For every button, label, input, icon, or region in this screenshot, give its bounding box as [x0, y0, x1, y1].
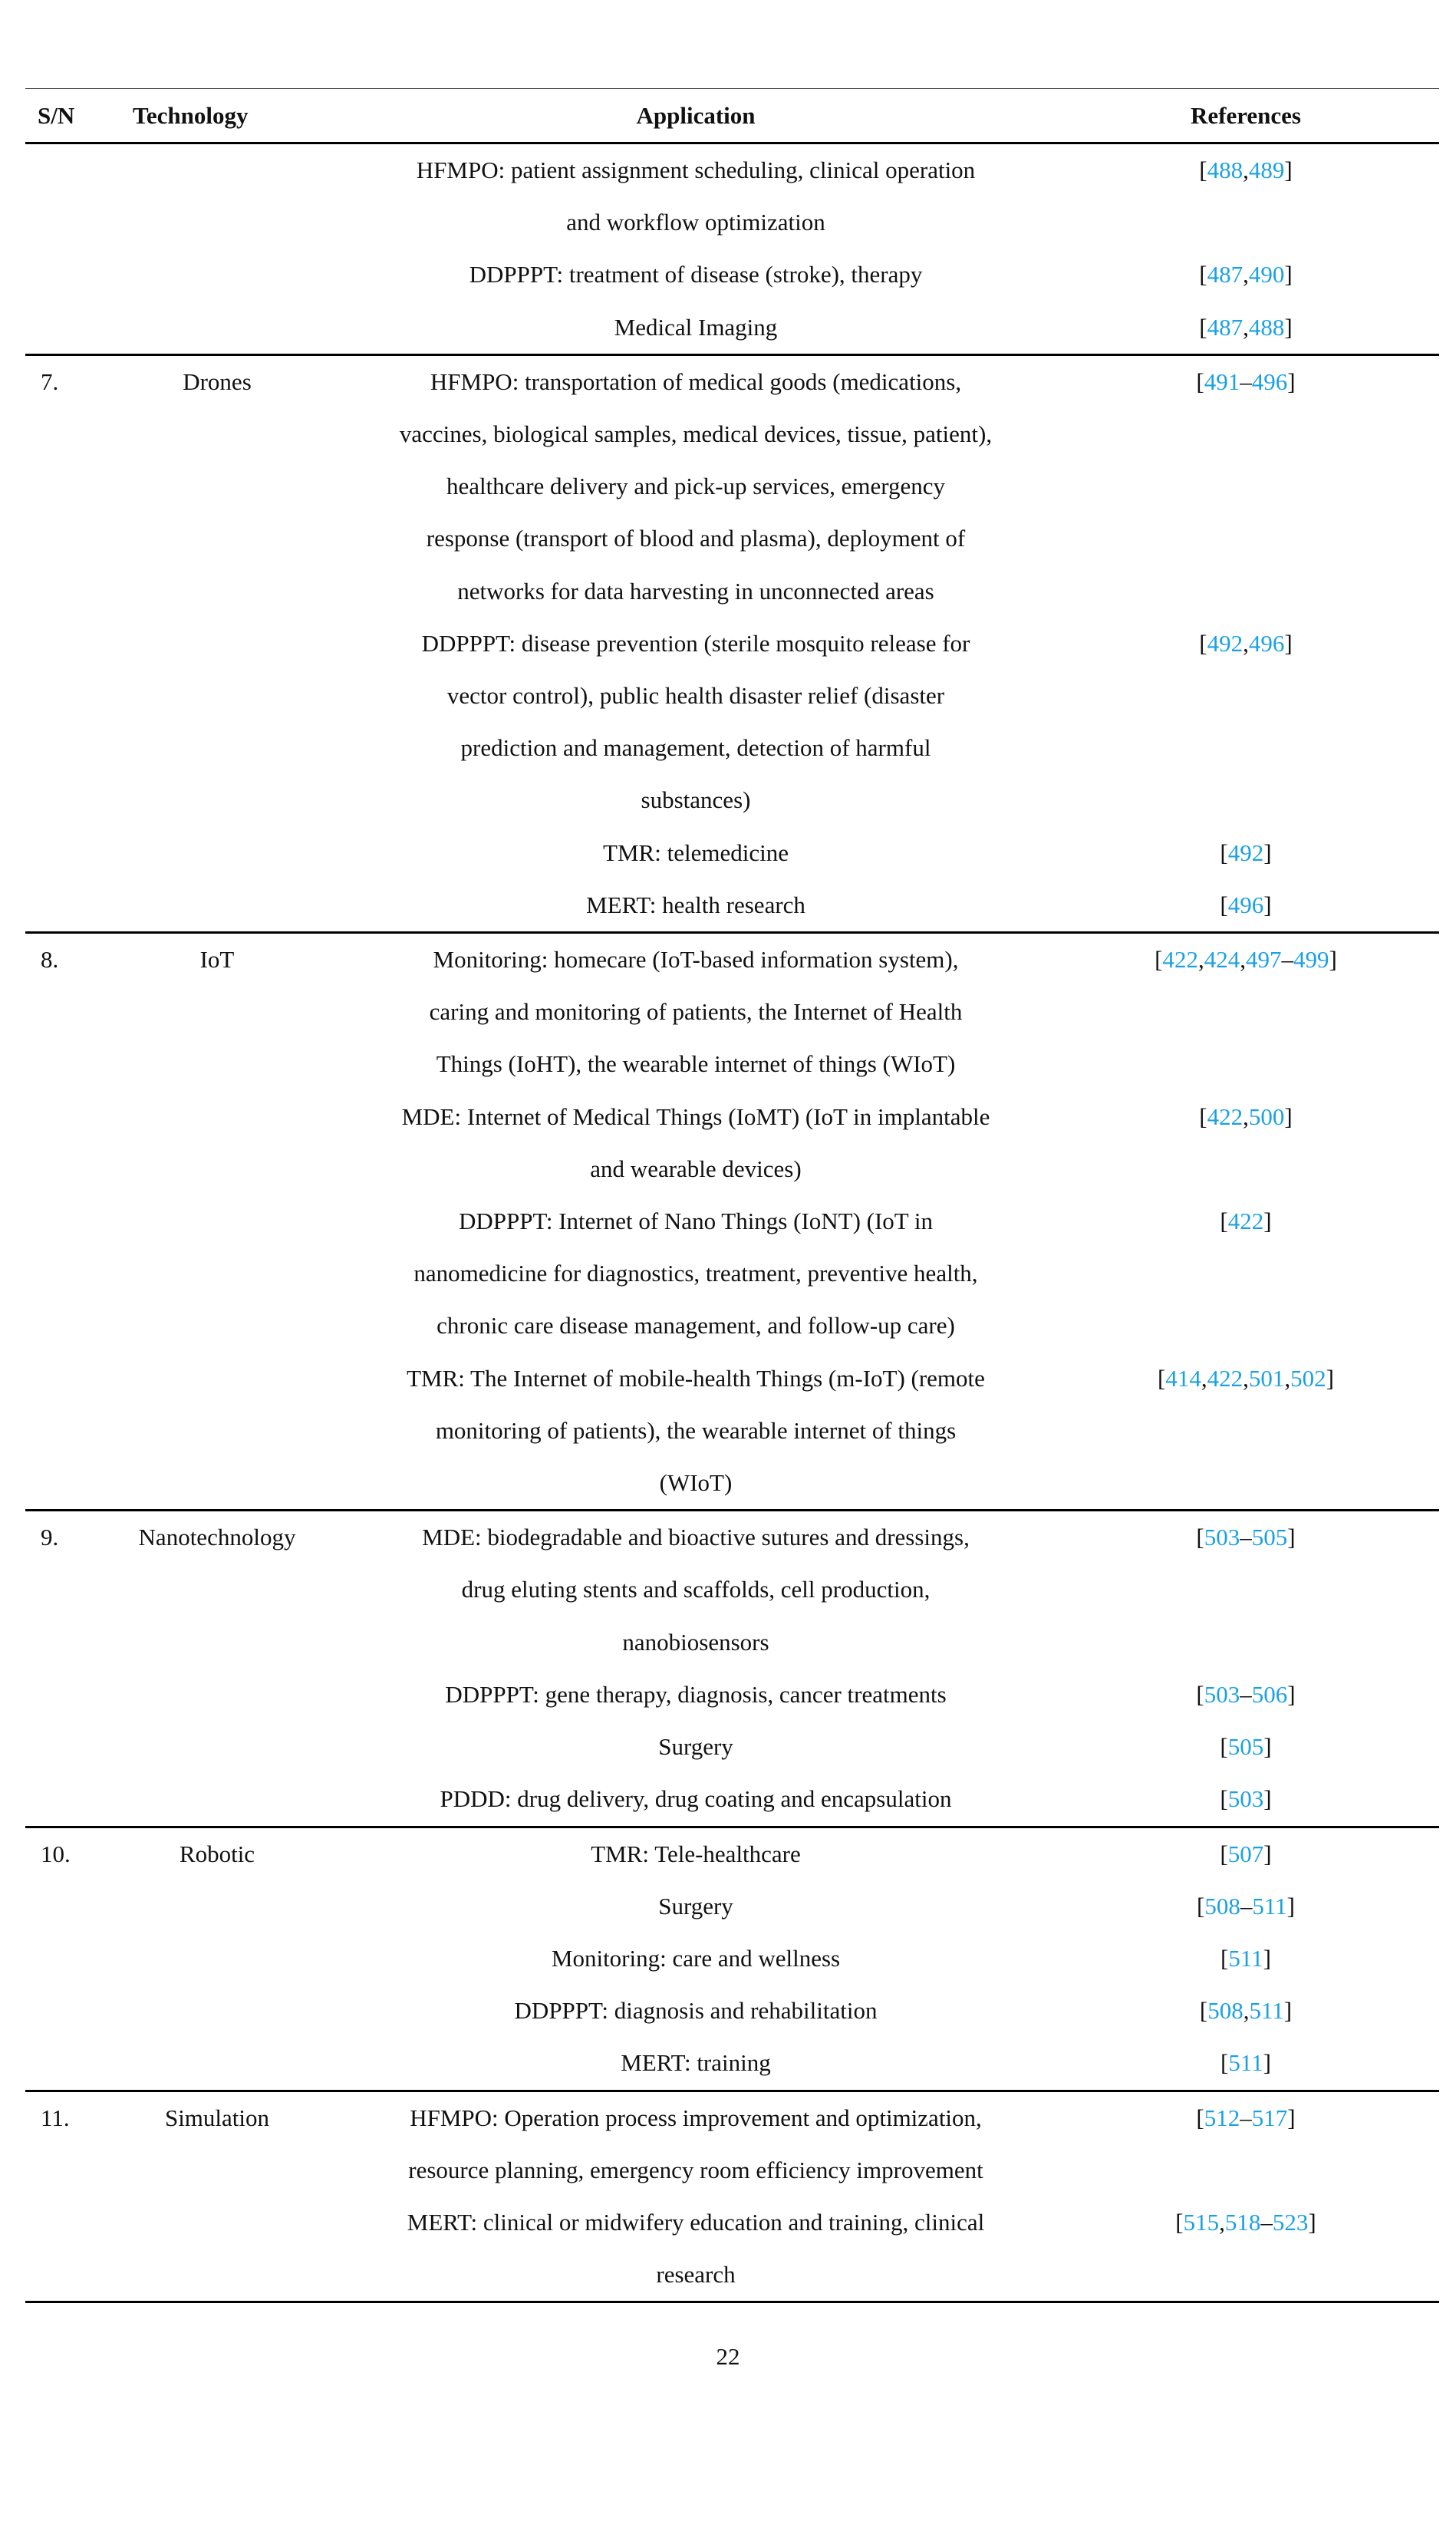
reference-link[interactable]: 518 [1224, 2208, 1261, 2236]
reference-punctuation: ] [1284, 261, 1293, 288]
application-text [363, 1828, 1029, 1880]
reference-link[interactable]: 496 [1248, 629, 1285, 657]
reference-link[interactable]: 507 [1227, 1840, 1264, 1867]
application-text [363, 1880, 1029, 1933]
reference-link[interactable]: 508 [1204, 1892, 1240, 1920]
row-serial-number: 8. [41, 946, 59, 974]
reference-punctuation: ] [1287, 2104, 1296, 2131]
application-line: MERT: clinical or midwifery education and training, clinical [407, 2208, 985, 2236]
reference-link[interactable]: 511 [1228, 2049, 1263, 2077]
application-line: nanomedicine for diagnostics, treatment, preventive health, [413, 1260, 978, 1287]
application-line: healthcare delivery and pick-up services, emergency [446, 473, 946, 500]
reference-link[interactable]: 414 [1165, 1364, 1201, 1392]
references-cell [1130, 1195, 1362, 1247]
application-line: MDE: biodegradable and bioactive sutures and dressings, [422, 1524, 970, 1551]
application-line: monitoring of patients), the wearable internet of things [435, 1416, 957, 1444]
reference-punctuation: ] [1287, 1524, 1296, 1551]
reference-punctuation: [ [1220, 1785, 1228, 1813]
application-line: and wearable devices) [590, 1155, 802, 1182]
reference-punctuation: [ [1220, 1208, 1228, 1235]
application-line: MDE: Internet of Medical Things (IoMT) (IoT in implantable [401, 1102, 990, 1130]
application-text [363, 1773, 1029, 1825]
application-line: vector control), public health disaster relief (disaster [446, 682, 945, 710]
row-technology: Robotic [179, 1840, 255, 1867]
row-serial-number: 10. [41, 1840, 71, 1867]
application-line: DDPPPT: disease prevention (sterile mosquito release for [421, 629, 970, 657]
application-text [363, 1933, 1029, 1985]
table-row-group [25, 356, 1439, 931]
row-serial-number: 7. [41, 367, 59, 395]
application-entry [25, 2092, 1439, 2196]
application-line: TMR: telemedicine [603, 839, 789, 866]
application-entry [25, 302, 1439, 354]
application-text [363, 2196, 1029, 2301]
reference-link[interactable]: 511 [1252, 1892, 1287, 1920]
reference-punctuation: , [1198, 946, 1204, 974]
application-line: (WIoT) [659, 1469, 733, 1497]
reference-punctuation: ] [1284, 157, 1293, 183]
reference-punctuation: [ [1220, 1733, 1228, 1761]
reference-punctuation: [ [1196, 2104, 1204, 2131]
reference-punctuation: [ [1199, 261, 1207, 288]
reference-link[interactable]: 422 [1227, 1208, 1264, 1235]
application-text [363, 827, 1029, 879]
references-cell [1130, 827, 1362, 879]
application-text [363, 2092, 1029, 2196]
reference-link[interactable]: 505 [1227, 1733, 1264, 1761]
application-line: vaccines, biological samples, medical devices, tissue, patient), [399, 420, 993, 448]
reference-punctuation: ] [1284, 629, 1293, 657]
application-entry [25, 2037, 1439, 2089]
reference-punctuation: [ [1196, 1680, 1204, 1708]
header-sn: S/N [38, 102, 75, 129]
reference-link[interactable]: 515 [1183, 2208, 1220, 2236]
application-line: Surgery [658, 1733, 733, 1761]
references-cell [1130, 1511, 1362, 1564]
reference-link[interactable]: 501 [1248, 1364, 1285, 1392]
references-cell [1130, 1828, 1362, 1880]
application-entry [25, 934, 1439, 1091]
reference-link[interactable]: 506 [1251, 1680, 1288, 1708]
application-text [363, 302, 1029, 354]
reference-punctuation: – [1240, 1524, 1252, 1551]
reference-link[interactable]: 490 [1248, 261, 1285, 288]
row-technology: Simulation [164, 2104, 270, 2131]
application-line: DDPPPT: Internet of Nano Things (IoNT) (IoT in [458, 1208, 934, 1235]
reference-punctuation: , [1219, 2208, 1225, 2236]
application-line: Monitoring: care and wellness [551, 1944, 841, 1972]
application-line: HFMPO: patient assignment scheduling, clinical operation [416, 157, 976, 183]
reference-link[interactable]: 424 [1204, 946, 1240, 974]
application-entry [25, 1091, 1439, 1195]
header-technology: Technology [133, 102, 249, 129]
application-entry [25, 618, 1439, 827]
table-header-row [25, 89, 1439, 142]
reference-link[interactable]: 492 [1207, 629, 1244, 657]
application-line: Surgery [658, 1892, 733, 1920]
header-application: Application [636, 102, 756, 129]
reference-link[interactable]: 492 [1227, 839, 1264, 866]
reference-punctuation: ] [1284, 1102, 1293, 1130]
reference-link[interactable]: 487 [1207, 261, 1244, 288]
reference-punctuation: ] [1284, 313, 1293, 341]
application-line: DDPPPT: gene therapy, diagnosis, cancer treatments [445, 1680, 947, 1708]
application-entry [25, 2196, 1439, 2301]
reference-punctuation: ] [1329, 946, 1337, 974]
reference-punctuation: , [1201, 1364, 1207, 1392]
references-cell [1130, 618, 1362, 670]
reference-punctuation: [ [1199, 157, 1207, 183]
application-line: HFMPO: Operation process improvement and optimization, [410, 2104, 982, 2131]
reference-punctuation: ] [1283, 1997, 1293, 2025]
application-entry [25, 1985, 1439, 2037]
reference-punctuation: ] [1286, 1892, 1295, 1920]
application-line: caring and monitoring of patients, the Internet of Health [429, 998, 963, 1026]
application-entry [25, 144, 1439, 249]
reference-punctuation: [ [1220, 2049, 1229, 2077]
references-cell [1130, 249, 1362, 301]
reference-punctuation: – [1260, 2208, 1273, 2236]
reference-link[interactable]: 505 [1251, 1524, 1288, 1551]
reference-punctuation: – [1240, 367, 1252, 395]
reference-punctuation: – [1240, 1892, 1253, 1920]
application-entry [25, 1669, 1439, 1721]
reference-punctuation: , [1243, 313, 1249, 341]
application-line: Things (IoHT), the wearable internet of things (WIoT) [436, 1050, 956, 1078]
reference-punctuation: [ [1175, 2208, 1184, 2236]
application-text [363, 356, 1029, 618]
application-entry [25, 1195, 1439, 1353]
reference-punctuation: ] [1263, 839, 1272, 866]
references-cell [1130, 1985, 1362, 2037]
references-cell [1130, 1669, 1362, 1721]
application-line: networks for data harvesting in unconnected areas [457, 577, 934, 605]
technology-applications-table [25, 88, 1439, 2303]
references-cell [1130, 1880, 1362, 1933]
application-text [363, 144, 1029, 249]
application-line: prediction and management, detection of harmful [460, 734, 931, 762]
reference-link[interactable]: 488 [1207, 157, 1244, 183]
reference-punctuation: ] [1263, 1785, 1272, 1813]
reference-punctuation: ] [1263, 1840, 1272, 1867]
reference-link[interactable]: 422 [1207, 1102, 1244, 1130]
application-text [363, 1985, 1029, 2037]
reference-link[interactable]: 491 [1204, 367, 1240, 395]
reference-punctuation: [ [1196, 1524, 1204, 1551]
references-cell [1130, 302, 1362, 354]
references-cell [1130, 934, 1362, 986]
application-line: response (transport of blood and plasma), deployment of [426, 525, 966, 552]
application-entry [25, 1773, 1439, 1825]
reference-link[interactable]: 512 [1204, 2104, 1240, 2131]
application-line: nanobiosensors [622, 1628, 769, 1656]
application-text [363, 1669, 1029, 1721]
reference-punctuation: ] [1287, 1680, 1296, 1708]
application-entry [25, 879, 1439, 931]
row-technology: Drones [183, 367, 252, 395]
reference-punctuation: ] [1263, 1944, 1271, 1972]
table-row-group [25, 2092, 1439, 2302]
reference-link[interactable]: 489 [1248, 157, 1285, 183]
application-line: MERT: health research [586, 891, 805, 918]
reference-punctuation: ] [1263, 2049, 1271, 2077]
application-line: and workflow optimization [566, 209, 825, 236]
application-line: PDDD: drug delivery, drug coating and encapsulation [440, 1785, 952, 1813]
application-entry [25, 1828, 1439, 1880]
reference-punctuation: – [1240, 2104, 1252, 2131]
reference-punctuation: [ [1199, 1102, 1207, 1130]
application-line: Monitoring: homecare (IoT-based information system), [433, 946, 959, 974]
reference-punctuation: , [1243, 1997, 1250, 2025]
reference-punctuation: [ [1220, 1944, 1229, 1972]
application-text [363, 879, 1029, 931]
reference-link[interactable]: 508 [1207, 1997, 1244, 2025]
application-text [363, 1353, 1029, 1510]
reference-link[interactable]: 523 [1272, 2208, 1309, 2236]
application-entry [25, 1511, 1439, 1669]
application-text [363, 1195, 1029, 1353]
reference-link[interactable]: 503 [1227, 1785, 1264, 1813]
application-line: TMR: Tele-healthcare [591, 1840, 801, 1867]
reference-punctuation: [ [1199, 1997, 1208, 2025]
references-cell [1130, 2092, 1362, 2144]
reference-link[interactable]: 503 [1204, 1524, 1240, 1551]
reference-punctuation: ] [1263, 1208, 1272, 1235]
reference-punctuation: – [1240, 1680, 1252, 1708]
references-cell [1130, 1773, 1362, 1825]
reference-punctuation: ] [1287, 367, 1296, 395]
application-line: resource planning, emergency room efficiency improvement [408, 2156, 983, 2183]
application-line: drug eluting stents and scaffolds, cell production, [461, 1576, 931, 1603]
application-line: chronic care disease management, and follow-up care) [436, 1312, 955, 1340]
application-line: MERT: training [621, 2049, 771, 2077]
reference-link[interactable]: 503 [1204, 1680, 1240, 1708]
reference-link[interactable]: 488 [1248, 313, 1285, 341]
reference-punctuation: [ [1158, 1364, 1166, 1392]
references-cell [1130, 2196, 1362, 2249]
application-line: DDPPPT: diagnosis and rehabilitation [514, 1997, 878, 2025]
header-references: References [1190, 102, 1301, 129]
row-technology: Nanotechnology [138, 1524, 296, 1551]
row-technology: IoT [199, 946, 235, 974]
application-text [363, 249, 1029, 301]
reference-punctuation: , [1243, 157, 1249, 183]
table-row-group [25, 144, 1439, 354]
application-text [363, 618, 1029, 827]
application-line: research [656, 2261, 736, 2289]
reference-punctuation: , [1243, 261, 1249, 288]
reference-link[interactable]: 517 [1251, 2104, 1288, 2131]
application-entry [25, 249, 1439, 301]
table-row-group [25, 934, 1439, 1509]
application-entry [25, 1353, 1439, 1510]
table-row-group [25, 1828, 1439, 2090]
reference-link[interactable]: 499 [1293, 946, 1329, 974]
reference-punctuation: [ [1196, 367, 1204, 395]
application-text [363, 2037, 1029, 2089]
reference-punctuation: [ [1199, 629, 1207, 657]
application-line: substances) [641, 786, 751, 814]
table-body [25, 144, 1439, 2303]
row-serial-number: 11. [41, 2104, 70, 2131]
reference-punctuation: [ [1196, 1892, 1205, 1920]
application-text [363, 1091, 1029, 1195]
references-cell [1130, 356, 1362, 408]
references-cell [1130, 2037, 1362, 2089]
row-group-separator [25, 2301, 1439, 2303]
references-cell [1130, 879, 1362, 931]
reference-punctuation: [ [1155, 946, 1163, 974]
references-cell [1130, 144, 1362, 196]
reference-punctuation: [ [1220, 891, 1228, 918]
application-entry [25, 1880, 1439, 1933]
reference-punctuation: ] [1263, 891, 1272, 918]
reference-link[interactable]: 502 [1290, 1364, 1326, 1392]
application-line: TMR: The Internet of mobile-health Things (m-IoT) (remote [407, 1364, 985, 1392]
references-cell [1130, 1091, 1362, 1143]
application-entry [25, 356, 1439, 618]
application-entry [25, 827, 1439, 879]
reference-punctuation: [ [1220, 1840, 1228, 1867]
application-text [363, 934, 1029, 1091]
table-row-group [25, 1511, 1439, 1825]
references-cell [1130, 1933, 1362, 1985]
application-text [363, 1721, 1029, 1773]
reference-punctuation: [ [1220, 839, 1228, 866]
reference-punctuation: , [1240, 946, 1246, 974]
reference-link[interactable]: 487 [1207, 313, 1244, 341]
reference-link[interactable]: 497 [1246, 946, 1282, 974]
reference-link[interactable]: 496 [1251, 367, 1288, 395]
reference-punctuation: ] [1263, 1733, 1272, 1761]
references-cell [1130, 1353, 1362, 1405]
reference-link[interactable]: 422 [1207, 1364, 1244, 1392]
application-line: HFMPO: transportation of medical goods (medications, [430, 367, 962, 395]
row-serial-number: 9. [41, 1524, 59, 1551]
reference-link[interactable]: 422 [1162, 946, 1198, 974]
reference-punctuation: ] [1326, 1364, 1334, 1392]
application-entry [25, 1721, 1439, 1773]
page-number: 22 [716, 2343, 740, 2370]
reference-link[interactable]: 500 [1248, 1102, 1285, 1130]
reference-link[interactable]: 511 [1249, 1997, 1284, 2025]
reference-punctuation: ] [1308, 2208, 1316, 2236]
application-line: DDPPPT: treatment of disease (stroke), therapy [469, 261, 923, 288]
reference-punctuation: , [1243, 1102, 1249, 1130]
reference-link[interactable]: 496 [1227, 891, 1264, 918]
reference-link[interactable]: 511 [1228, 1944, 1263, 1972]
reference-punctuation: , [1243, 629, 1249, 657]
application-entry [25, 1933, 1439, 1985]
reference-punctuation: – [1281, 946, 1293, 974]
application-line: Medical Imaging [614, 313, 778, 341]
reference-punctuation: [ [1199, 313, 1207, 341]
reference-punctuation: , [1243, 1364, 1249, 1392]
reference-punctuation: , [1284, 1364, 1291, 1392]
references-cell [1130, 1721, 1362, 1773]
application-text [363, 1511, 1029, 1669]
